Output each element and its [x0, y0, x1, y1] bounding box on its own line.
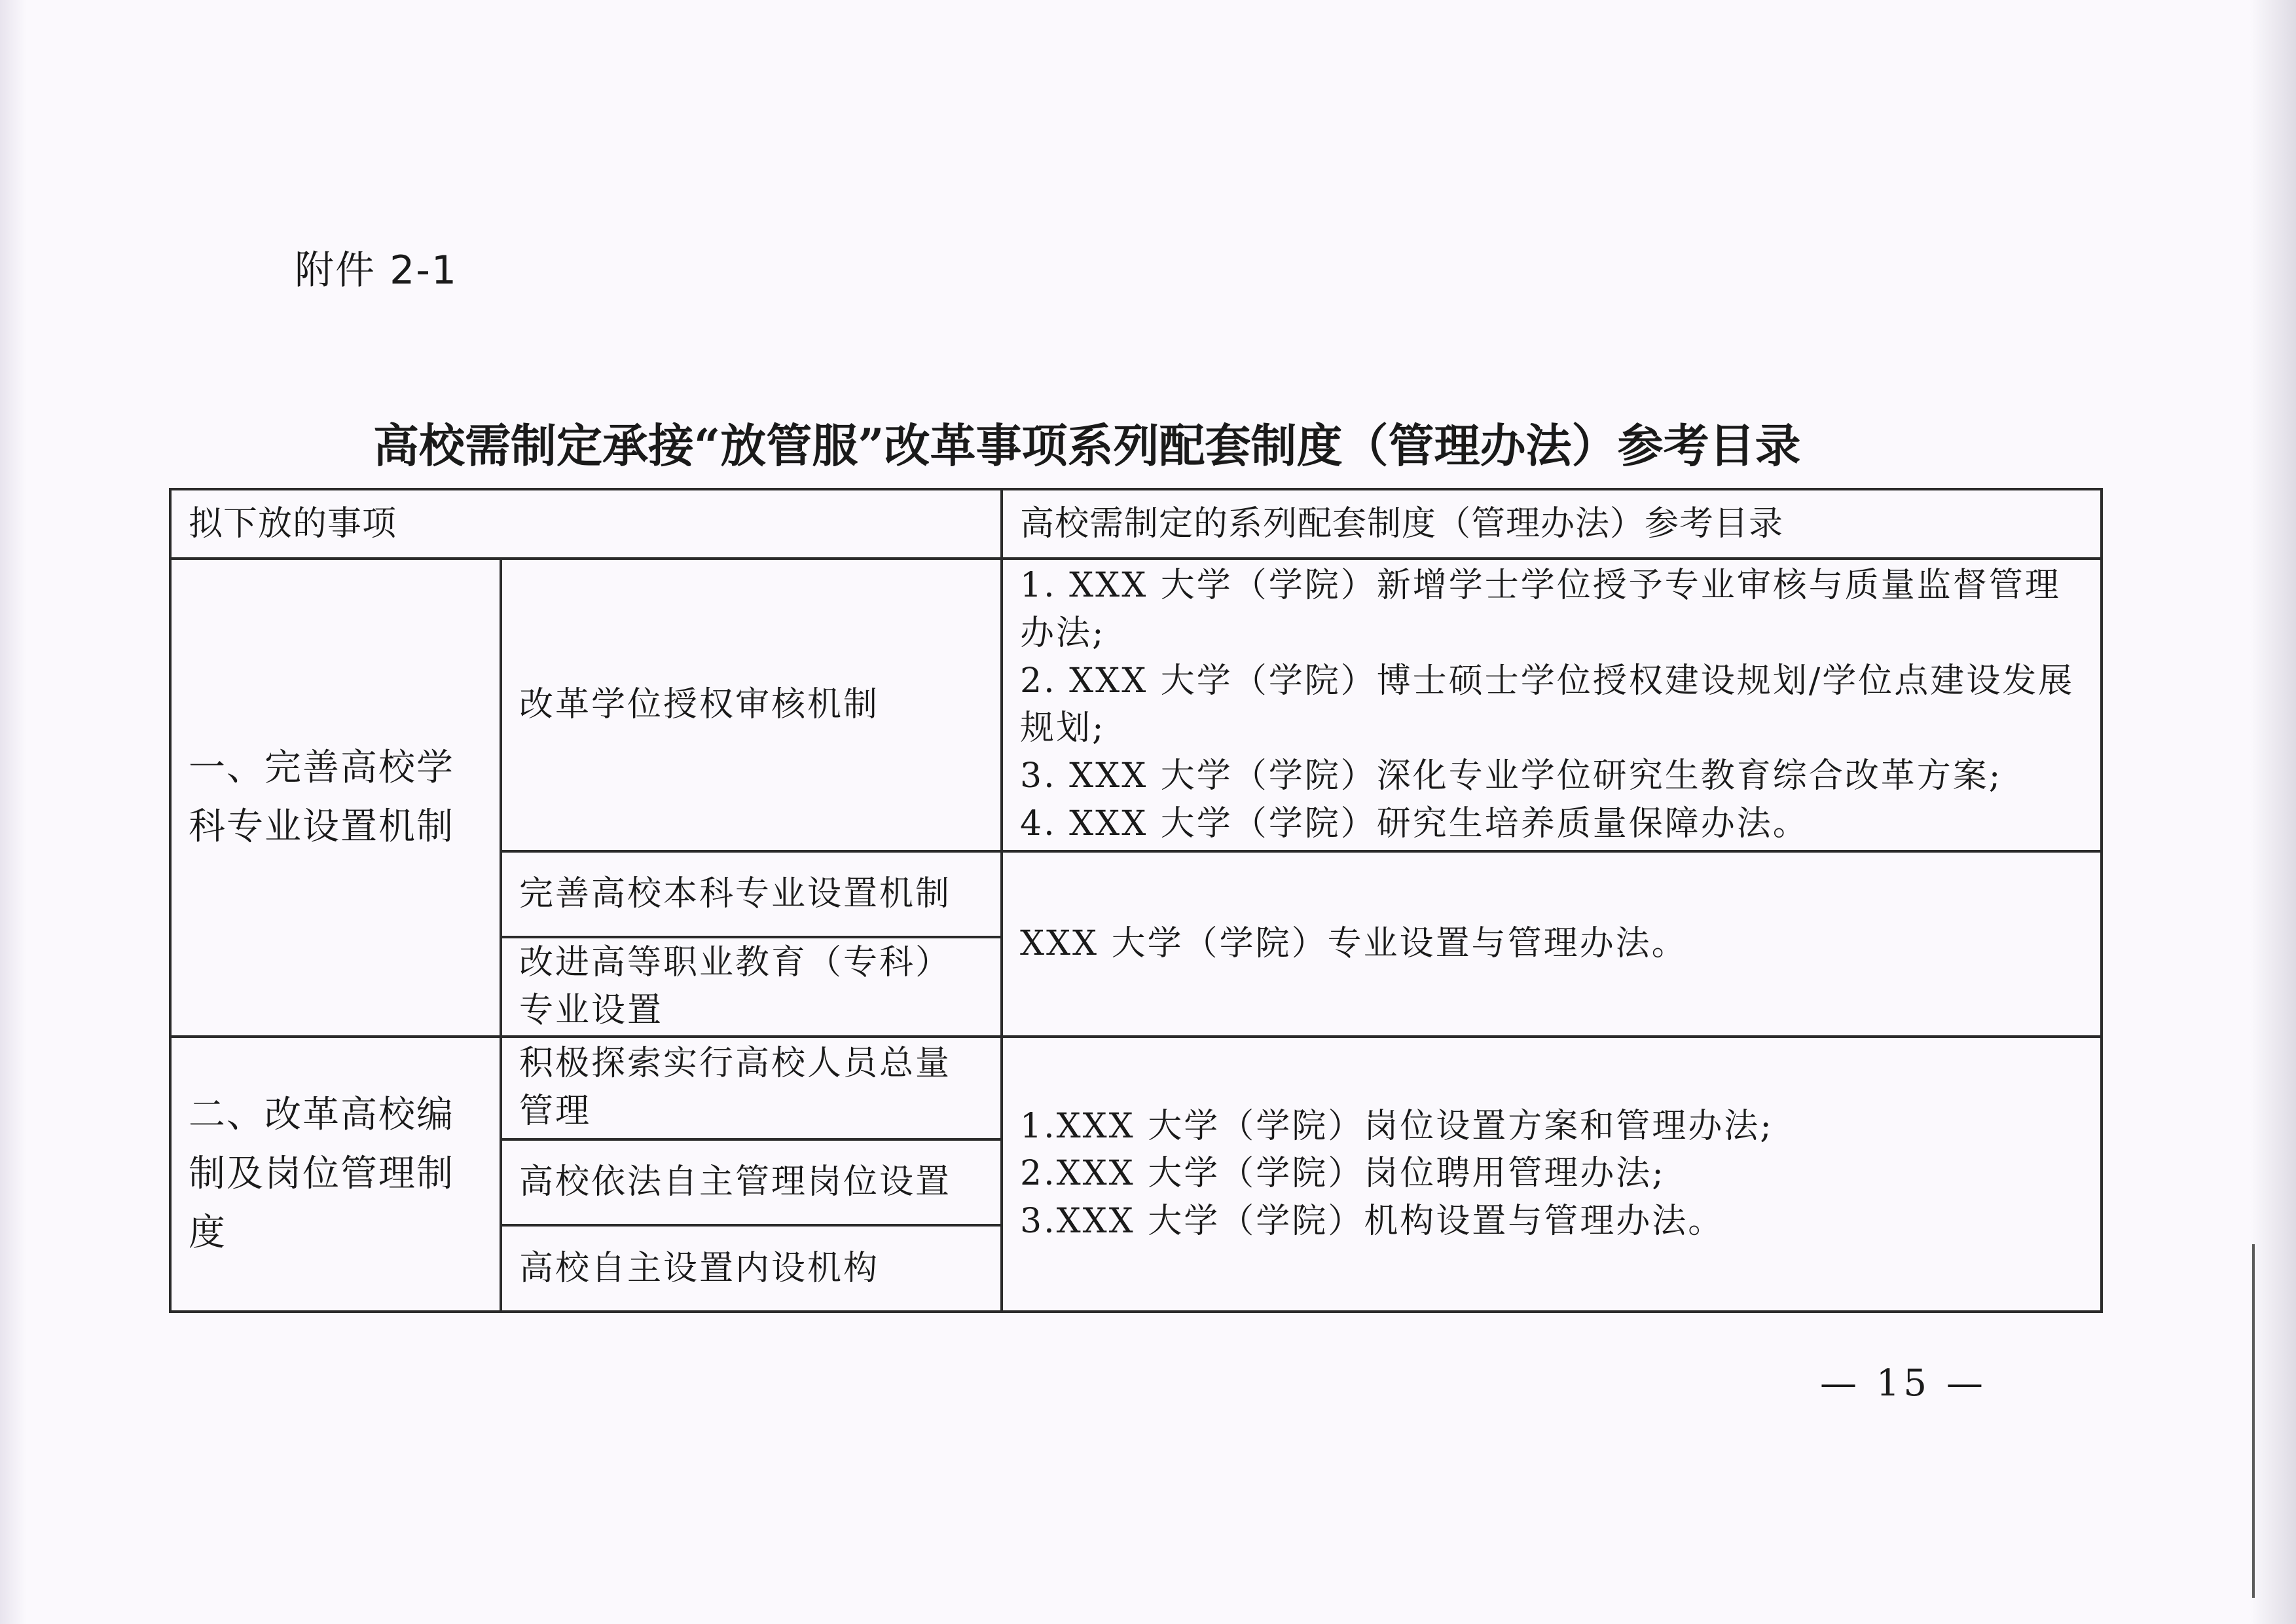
docs-cell	[1002, 1037, 2102, 1312]
list-item: 1.XXX 大学（学院）岗位设置方案和管理办法;	[1020, 1106, 1774, 1146]
list-item: 1. XXX 大学（学院）新增学士学位授予专业审核与质量监督管理办法;	[1020, 566, 2061, 653]
item-cell: 积极探索实行高校人员总量管理	[501, 1037, 1002, 1139]
list-item: 3. XXX 大学（学院）深化专业学位研究生教育综合改革方案;	[1020, 756, 2003, 796]
item-cell: 改革学位授权审核机制	[501, 559, 1002, 851]
list-item: 4. XXX 大学（学院）研究生培养质量保障办法。	[1020, 804, 1809, 844]
item-cell: 改进高等职业教育（专科）专业设置	[501, 937, 1002, 1036]
scan-edge-left	[0, 0, 26, 1624]
list-item: 3.XXX 大学（学院）机构设置与管理办法。	[1020, 1202, 1724, 1242]
document-title: 高校需制定承接“放管服”改革事项系列配套制度（管理办法）参考目录	[373, 418, 1801, 473]
header-left: 拟下放的事项	[170, 489, 1002, 559]
attachment-label: 附件 2-1	[295, 248, 458, 293]
docs-cell	[1002, 559, 2102, 851]
item-cell: 完善高校本科专业设置机制	[501, 851, 1002, 938]
scan-edge-right	[2250, 0, 2296, 1624]
item-cell: 高校依法自主管理岗位设置	[501, 1139, 1002, 1226]
catalog-table	[169, 488, 2103, 1313]
docs-cell: XXX 大学（学院）专业设置与管理办法。	[1002, 851, 2102, 1037]
table-row	[170, 1037, 2102, 1139]
table-row	[170, 559, 2102, 851]
category-cell: 一、完善高校学科专业设置机制	[170, 559, 501, 1036]
list-item: 2. XXX 大学（学院）博士硕士学位授权建设规划/学位点建设发展规划;	[1020, 661, 2075, 748]
table-header-row	[170, 489, 2102, 559]
header-right: 高校需制定的系列配套制度（管理办法）参考目录	[1002, 489, 2102, 559]
item-cell: 高校自主设置内设机构	[501, 1225, 1002, 1312]
page-number: — 15 —	[1820, 1362, 1987, 1405]
scan-artifact-line	[2252, 1244, 2255, 1598]
category-cell: 二、改革高校编制及岗位管理制度	[170, 1037, 501, 1312]
list-item: 2.XXX 大学（学院）岗位聘用管理办法;	[1020, 1154, 1666, 1194]
